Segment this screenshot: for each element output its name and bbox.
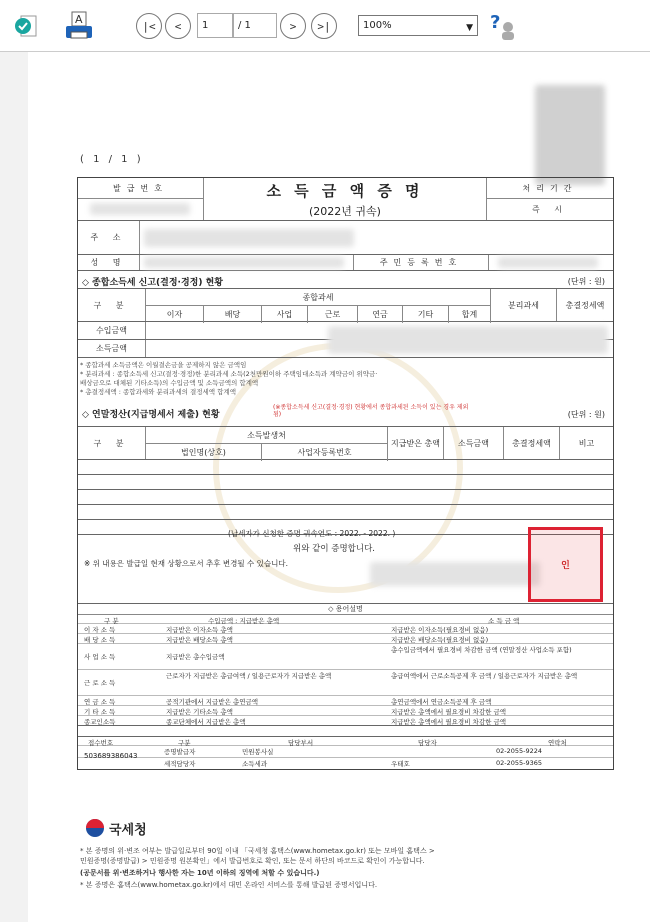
redacted-issue-no	[90, 203, 190, 215]
section-year-end-title: ◇ 연말정산(지급명세서 제출) 현황	[82, 410, 220, 420]
receipt-label: 접수번호	[88, 739, 114, 747]
col-comprehensive: 종합과세	[146, 289, 491, 306]
gloss-b: 총급여액에서 근로소득공제 후 금액 / 일용근로자가 지급받은 총액	[391, 672, 578, 680]
redacted-barcode	[535, 85, 605, 185]
chevron-down-icon: ▼	[466, 23, 473, 33]
col-decided: 총결정세액	[504, 427, 560, 459]
gloss-key: 사 업 소 득	[84, 653, 116, 661]
gloss-b: 지급받은 배당소득(필요경비 없음)	[391, 636, 489, 644]
certify-period: (납세자가 신청한 증명 귀속연도 : 2022. - 2022. )	[228, 529, 396, 538]
gloss-row	[78, 644, 613, 670]
gloss-a: 지급받은 기타소득 총액	[166, 708, 233, 716]
glossary-title: ◇ 용어설명	[78, 603, 613, 614]
svg-text:?: ?	[490, 12, 501, 33]
note-3: 배상금으로 대체된 기타소득)의 수입금액 및 소득금액의 합계액	[80, 379, 259, 387]
income-amount-row	[78, 322, 613, 340]
col-labor: 근로	[308, 306, 358, 323]
process-cell	[487, 178, 613, 220]
gloss-key: 배 당 소 득	[84, 636, 116, 644]
section1-unit: (단위 : 원)	[567, 277, 605, 286]
gloss-a: 지급받은 배당소득 총액	[166, 636, 233, 644]
note-4: * 총결정세액 : 종합과세와 분리과세의 결정세액 합계액	[80, 388, 236, 396]
zoom-select[interactable]	[358, 15, 478, 36]
year-end-row	[78, 490, 613, 505]
stamp-label: 인	[561, 561, 570, 571]
gloss-row	[78, 670, 613, 696]
gloss-key: 종교인소득	[84, 718, 116, 726]
address-row	[78, 221, 613, 255]
rrn-label: 주민등록번호	[353, 255, 489, 270]
svg-text:A: A	[75, 13, 83, 26]
note-2: * 분리과세 : 종합소득세 신고(결정·경정)한 분리과세 소득(2천만원이하 주택임대소득과 계약금이 위약금·	[80, 370, 378, 378]
contact-dept: 민원봉사실	[242, 748, 274, 756]
issue-no-label: 발급번호	[78, 178, 203, 199]
col-pension: 연금	[358, 306, 403, 323]
redacted-name	[144, 257, 344, 268]
address-label: 주 소	[78, 221, 140, 254]
year-end-row	[78, 505, 613, 520]
gloss-a: 공적기관에서 지급받은 총연금액	[166, 698, 259, 706]
col-category: 구 분	[78, 289, 146, 321]
receipt-number: 503689386043	[84, 752, 138, 760]
help-icon[interactable]	[488, 11, 518, 41]
official-seal	[528, 527, 603, 602]
col-corp-name: 법인명(상호)	[146, 444, 262, 461]
gloss-row	[78, 634, 613, 644]
contact-dept: 소득세과	[242, 760, 268, 768]
gloss-col2: 수입금액 : 지급받은 총액	[208, 617, 280, 625]
gloss-b: 지급받은 총액에서 필요경비 차감한 금액	[391, 708, 507, 716]
print-icon[interactable]	[64, 10, 94, 42]
name-row	[78, 255, 613, 271]
gloss-b: 지급받은 총액에서 필요경비 차감한 금액	[391, 718, 507, 726]
gloss-b: 총수입금액에서 필요경비 차감한 금액 (연말정산 사업소득 포함)	[391, 646, 572, 654]
last-page-button[interactable]: >|	[311, 13, 337, 39]
document-year: (2022년 귀속)	[309, 204, 381, 218]
note-1: * 종합과세 소득금액은 이월결손금을 공제하지 않은 금액임	[80, 361, 247, 369]
gloss-a: 지급받은 총수입금액	[166, 653, 225, 661]
gloss-a: 종교단체에서 지급받은 총액	[166, 718, 246, 726]
prev-page-button[interactable]: <	[165, 13, 191, 39]
nts-logo-icon	[85, 818, 105, 838]
contact-person: 우태호	[391, 760, 410, 768]
gloss-a: 지급받은 이자소득 총액	[166, 626, 233, 634]
contact-row	[78, 758, 613, 770]
col-pay-amount: 지급받은 총액	[388, 427, 444, 459]
col-payer: 소득발생처	[146, 427, 388, 444]
contact-cat: 세적담당자	[164, 760, 196, 768]
footer-4: * 본 증명은 홈택스(www.hometax.go.kr)에서 대민 온라인 서비스를 통해 발급된 증명서입니다.	[80, 881, 378, 889]
redacted-rrn	[498, 257, 598, 268]
header-row	[78, 178, 613, 221]
income-certificate	[77, 177, 614, 770]
page-number-input[interactable]: 1	[197, 13, 233, 38]
section2-note: (※종합소득세 신고(결정·경정) 현황에서 종합과세된 소득이 있는 경우 제외됨)	[273, 404, 469, 418]
redacted-issuer	[370, 562, 540, 586]
income-row	[78, 340, 613, 358]
zoom-value: 100%	[363, 20, 392, 31]
gloss-row	[78, 716, 613, 726]
document-title: 소 득 금 액 증 명	[266, 181, 424, 200]
footer-1: * 본 증명의 위·변조 여부는 발급일로부터 90일 이내 「국세청 홈택스(www.hometax.go.kr) 또는 모바일 홈택스 >	[80, 847, 435, 855]
col-biz-no: 사업자등록번호	[262, 444, 388, 461]
gloss-col1: 구 분	[104, 617, 119, 625]
contact-col-person: 담당자	[418, 739, 437, 747]
col-other: 기타	[403, 306, 449, 323]
change-notice: ※ 위 내용은 발급일 현재 상황으로서 추후 변경될 수 있습니다.	[84, 559, 289, 568]
year-end-row	[78, 460, 613, 475]
glossary-header	[78, 614, 613, 624]
nts-logo	[85, 818, 147, 838]
footer-2: 민원증명(증명발급) > 민원증명 원본확인」에서 발급번호로 확인, 또는 문서 하단의 바코드로 확인이 가능합니다.	[80, 857, 425, 865]
title-cell	[204, 178, 487, 220]
contact-header	[78, 736, 613, 746]
contact-col-dept: 담당부서	[288, 739, 314, 747]
col-separate: 분리과세	[491, 289, 557, 321]
year-end-header	[78, 426, 613, 460]
col2-category: 구 분	[78, 427, 146, 459]
gloss-row	[78, 624, 613, 634]
section2-unit: (단위 : 원)	[567, 410, 605, 419]
col-income-amount: 소득금액	[444, 427, 504, 459]
row-income-amount: 수입금액	[78, 322, 146, 339]
gloss-key: 연 금 소 득	[84, 698, 116, 706]
gloss-key: 이 자 소 득	[84, 626, 116, 634]
gloss-col3: 소 득 금 액	[488, 617, 520, 625]
col-dividend: 배당	[204, 306, 262, 323]
save-icon[interactable]	[14, 14, 38, 38]
footer-3: (공문서를 위·변조하거나 행사한 자는 10년 이하의 징역에 처할 수 있습니다.)	[80, 869, 320, 877]
issue-no-cell	[78, 178, 204, 220]
section-comprehensive-title: ◇ 종합소득세 신고(결정·경정) 현황	[82, 278, 223, 288]
first-page-button[interactable]: |<	[136, 13, 162, 39]
process-period-label: 처리기간	[487, 178, 613, 199]
gloss-key: 기 타 소 득	[84, 708, 116, 716]
gloss-row	[78, 706, 613, 716]
col-interest: 이자	[146, 306, 204, 323]
gloss-b: 지급받은 이자소득(필요경비 없음)	[391, 626, 489, 634]
gloss-row	[78, 696, 613, 706]
gloss-key: 근 로 소 득	[84, 679, 116, 687]
year-end-row	[78, 475, 613, 490]
contact-col-phone: 연락처	[548, 739, 567, 747]
contact-cat: 증명발급자	[164, 748, 196, 756]
contact-phone: 02-2055-9224	[496, 747, 543, 755]
col-remark: 비고	[578, 438, 595, 448]
contact-phone: 02-2055-9365	[496, 759, 543, 767]
agency-name: 국세청	[109, 822, 147, 838]
col-decided-tax: 총결정세액	[565, 300, 605, 310]
col-business: 사업	[262, 306, 308, 323]
contact-row	[78, 746, 613, 758]
page-counter: ( 1 / 1 )	[80, 154, 144, 165]
col-total: 합계	[449, 306, 491, 323]
gloss-a: 근로자가 지급받은 총급여액 / 일용근로자가 지급받은 총액	[166, 672, 332, 680]
viewer-toolbar	[0, 0, 650, 52]
process-period-value: 즉 시	[532, 205, 568, 214]
certify-text: 위와 같이 증명합니다.	[293, 544, 376, 554]
next-page-button[interactable]: >	[280, 13, 306, 39]
contact-col-category: 구분	[178, 739, 191, 747]
comprehensive-header	[78, 288, 613, 322]
page-total: / 1	[233, 13, 277, 38]
row-income: 소득금액	[78, 340, 146, 357]
redacted-address	[144, 229, 354, 247]
gloss-b: 총연금액에서 연금소득공제 후 금액	[391, 698, 492, 706]
name-label: 성 명	[78, 255, 140, 270]
